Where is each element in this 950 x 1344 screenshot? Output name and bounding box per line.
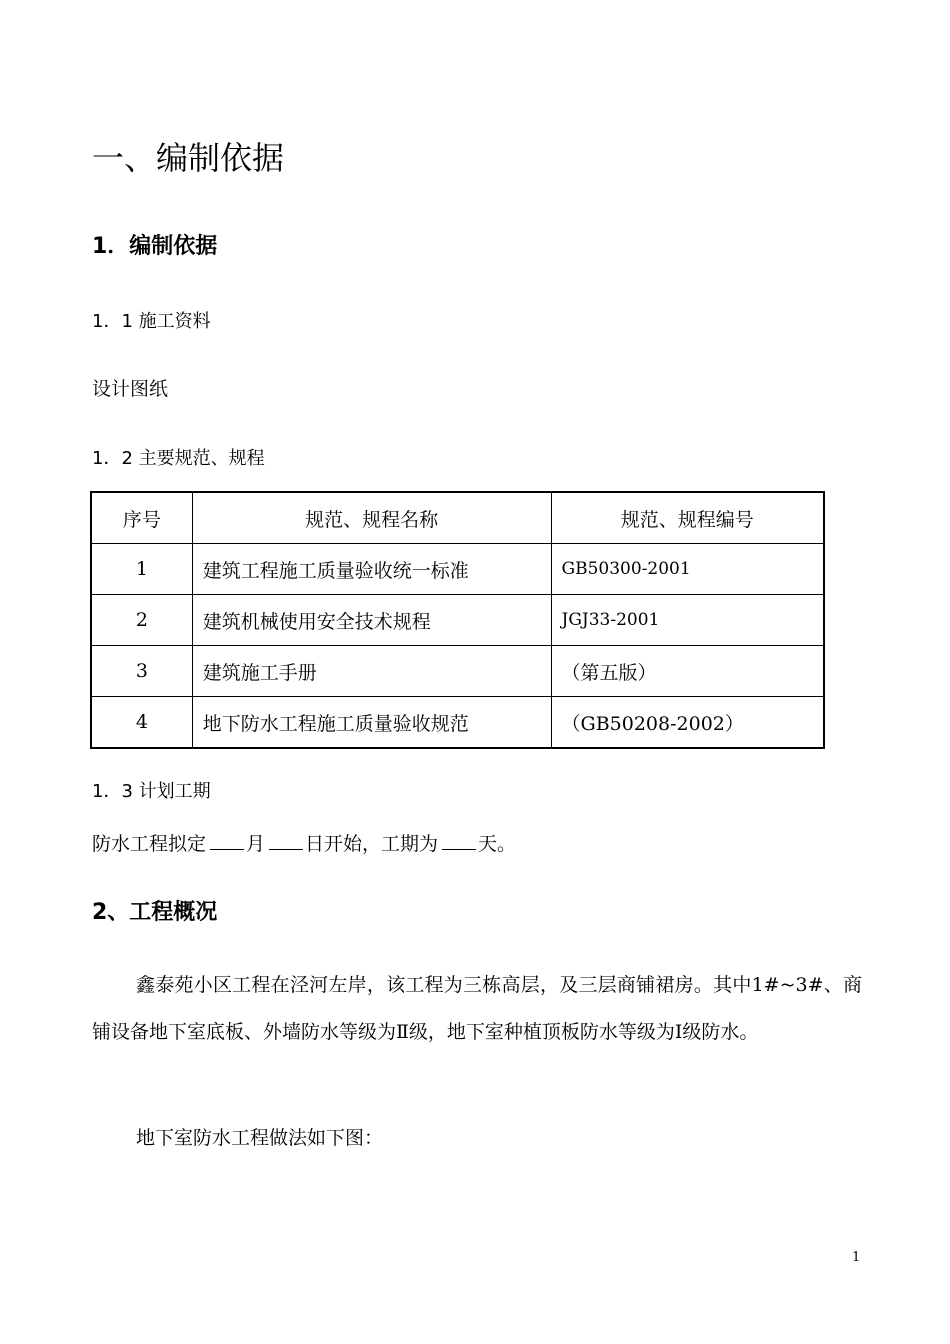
table-row [91,646,824,697]
project-overview-paragraph: 鑫泰苑小区工程在泾河左岸，该工程为三栋高层，及三层商铺裙房。其中1#~3#、商铺设备地下室底板、外墙防水等级为Ⅱ级，地下室种植顶板防水等级为Ⅰ级防水。 [92,974,862,1043]
schedule-line [92,830,516,858]
schedule-text-month: 月 [246,833,266,855]
duration-blank [442,848,476,850]
subsection-1-2-title: 1．2 主要规范、规程 [92,448,265,469]
table-cell-code: GB50300-2001 [551,544,824,595]
schedule-text-day: 日开始，工期为 [305,833,439,855]
table-cell-name: 地下防水工程施工质量验收规范 [192,697,551,749]
page-number: 1 [852,1250,861,1265]
table-cell-index: 3 [91,646,192,697]
subsection-1-1-content: 设计图纸 [92,378,169,400]
table-cell-name: 建筑工程施工质量验收统一标准 [192,544,551,595]
table-cell-name: 建筑施工手册 [192,646,551,697]
table-cell-index: 2 [91,595,192,646]
subsection-1-1-title: 1．1 施工资料 [92,311,211,332]
table-row [91,544,824,595]
main-heading: 一、编制依据 [92,139,285,177]
table-row [91,697,824,749]
section2-title: 2、工程概况 [92,900,218,925]
schedule-text-end: 天。 [478,833,517,855]
table-cell-code: JGJ33-2001 [551,595,824,646]
table-cell-code: （第五版） [551,646,824,697]
waterproof-method-paragraph: 地下室防水工程做法如下图： [136,1127,384,1149]
month-blank [210,848,244,850]
table-cell-index: 1 [91,544,192,595]
table-header-cell: 序号 [91,492,192,544]
table-row [91,595,824,646]
table-cell-code: （GB50208-2002） [551,697,824,749]
day-blank [269,848,303,850]
section1-title: 1．编制依据 [92,234,218,259]
subsection-1-3-title: 1．3 计划工期 [92,781,211,802]
table-header-row [91,492,824,544]
table-cell-name: 建筑机械使用安全技术规程 [192,595,551,646]
table-header-cell: 规范、规程编号 [551,492,824,544]
table-header-cell: 规范、规程名称 [192,492,551,544]
schedule-text-start: 防水工程拟定 [92,833,207,855]
standards-table [90,491,825,749]
table-cell-index: 4 [91,697,192,749]
